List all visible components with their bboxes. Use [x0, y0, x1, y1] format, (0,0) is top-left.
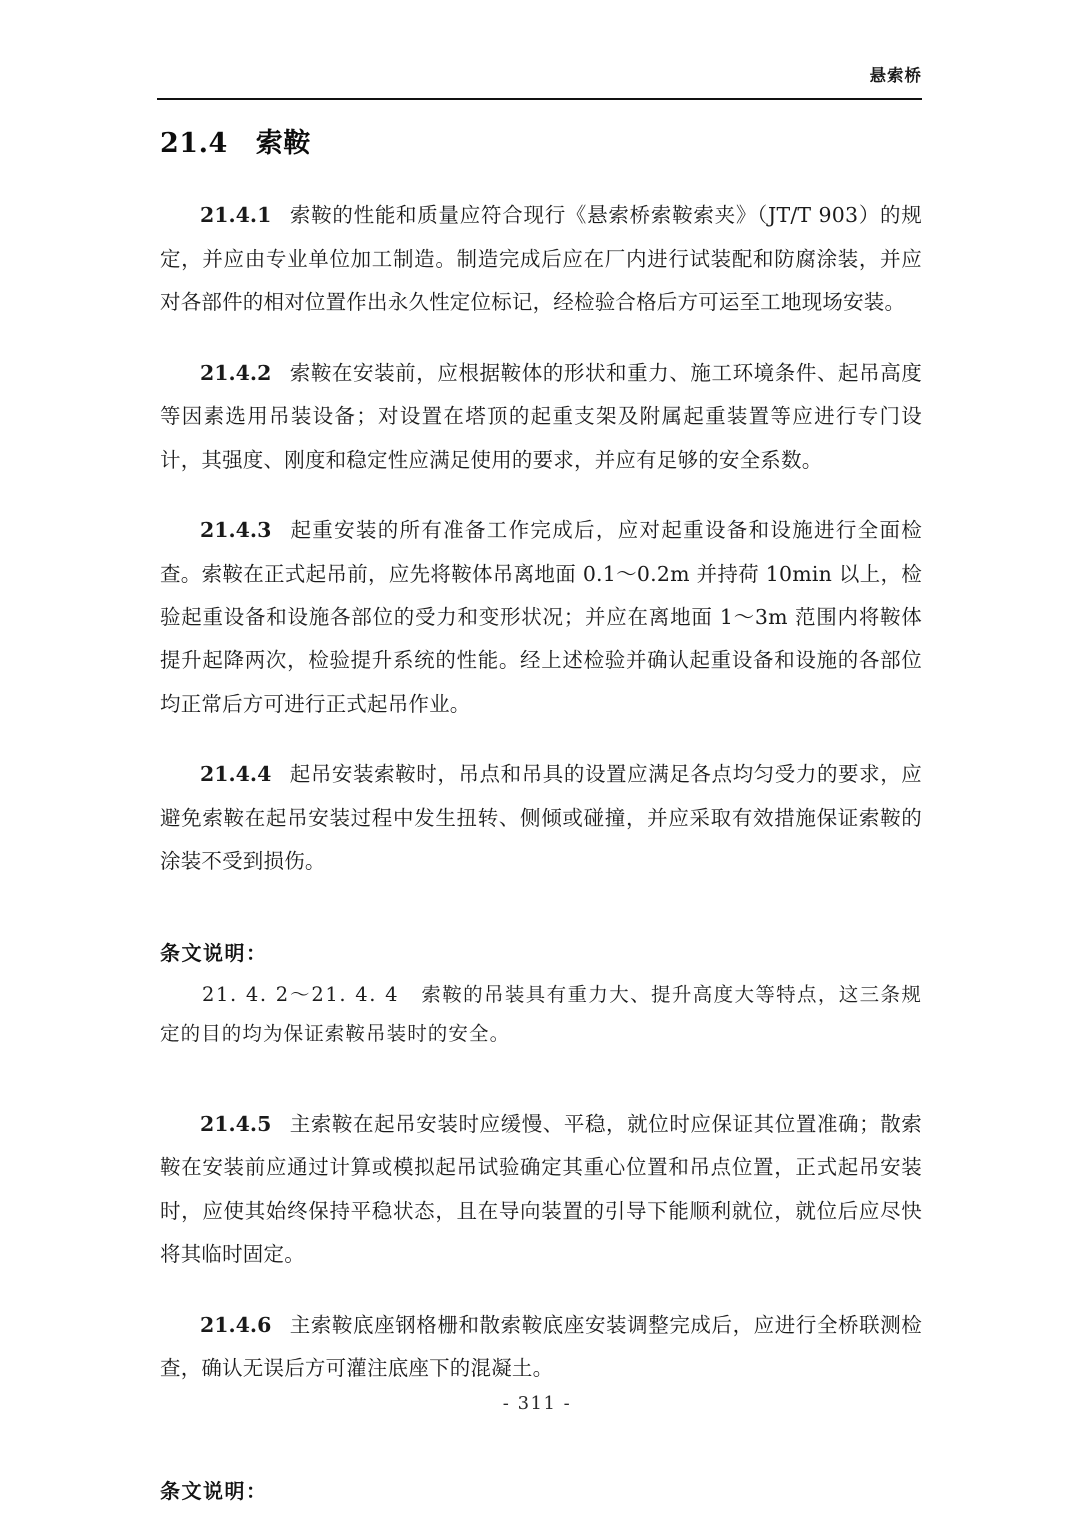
clause-text: 主索鞍底座钢格栅和散索鞍底座安装调整完成后，应进行全桥联测检查，确认无误后方可灌注底座下的混凝土。: [160, 1312, 922, 1380]
note-heading-first: 条文说明：: [160, 940, 268, 965]
section-heading: [160, 128, 922, 160]
page-content: [160, 128, 922, 1513]
clause-number: 21.4.2: [200, 360, 272, 385]
note-heading-second: 条文说明：: [160, 1479, 268, 1504]
clause-number: 21.4.6: [200, 1312, 272, 1337]
clause-number: 21.4.1: [200, 203, 272, 228]
note-text: 索鞍的吊装具有重力大、提升高度大等特点，这三条规定的目的均为保证索鞍吊装时的安全。: [160, 982, 922, 1045]
clause-text: 主索鞍在起吊安装时应缓慢、平稳，就位时应保证其位置准确；散索鞍在安装前应通过计算或模拟起吊试验确定其重心位置和吊点位置，正式起吊安装时，应使其始终保持平稳状态，且在导向装置的引导下能顺利就位，就位后应尽快将其临时固定。: [160, 1111, 922, 1267]
clause-21-4-5: [160, 1103, 922, 1277]
section-number: 21.4: [160, 128, 228, 159]
section-title-text: 索鞍: [255, 128, 311, 159]
clause-text: 起吊安装索鞍时，吊点和吊具的设置应满足各点均匀受力的要求，应避免索鞍在起吊安装过程中发生扭转、侧倾或碰撞，并应采取有效措施保证索鞍的涂装不受到损伤。: [160, 762, 922, 874]
block-spacer: [160, 1077, 922, 1103]
block-spacer: [160, 1417, 922, 1475]
page-header: [157, 62, 922, 104]
clause-21-4-6: [160, 1304, 922, 1391]
clause-text: 索鞍在安装前，应根据鞍体的形状和重力、施工环境条件、起吊高度等因素选用吊装设备；对设置在塔顶的起重支架及附属起重装置等应进行专门设计，其强度、刚度和稳定性应满足使用的要求，并应有足够的安全系数。: [160, 360, 922, 472]
clause-21-4-4: [160, 753, 922, 883]
clause-21-4-3: [160, 509, 922, 726]
block-spacer: [160, 911, 922, 937]
clause-text: 起重安装的所有准备工作完成后，应对起重设备和设施进行全面检查。索鞍在正式起吊前，应先将鞍体吊离地面 0.1～0.2m 并持荷 10min 以上，检验起重设备和设施各部位的受力和变形状况；并应在离地面 1～3m 范围内将鞍体提升起降两次，检验提升系统的性能。经上述检验并确认起重设备和设施的各部位均正常后方可进行正式起吊作业。: [160, 518, 922, 716]
clause-number: 21.4.3: [200, 518, 272, 543]
clause-21-4-2: [160, 352, 922, 482]
clause-21-4-1: [160, 194, 922, 324]
header-title: 悬索桥: [869, 66, 922, 85]
header-rule: [157, 98, 922, 100]
clause-number: 21.4.4: [200, 762, 272, 787]
clause-number: 21.4.5: [200, 1111, 272, 1136]
clause-text: 索鞍的性能和质量应符合现行《悬索桥索鞍索夹》（JT/T 903）的规定，并应由专业单位加工制造。制造完成后应在厂内进行试装配和防腐涂装，并应对各部件的相对位置作出永久性定位标记，经检验合格后方可运至工地现场安装。: [160, 203, 922, 315]
note-body-first: [160, 975, 922, 1053]
page-number: - 311 -: [502, 1393, 572, 1414]
note-clause-ref: 21. 4. 2～21. 4. 4: [202, 982, 400, 1006]
page-footer: [0, 1393, 1074, 1414]
